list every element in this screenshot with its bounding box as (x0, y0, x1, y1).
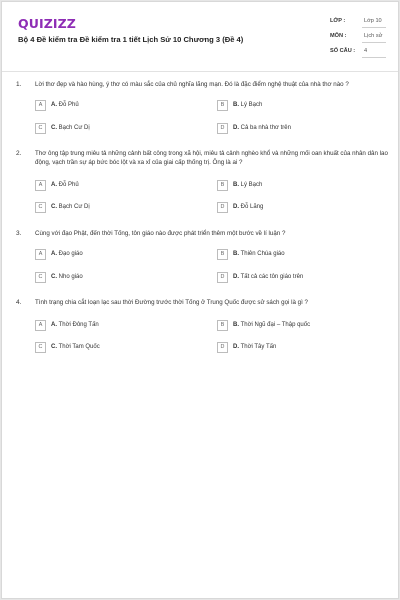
question-text: Cùng với đạo Phật, đến thời Tống, tôn giáo nào được phát triển thêm một bước về lí luận ? (35, 230, 286, 237)
option-key: B. (233, 322, 239, 329)
option-letter-box: B (217, 180, 228, 191)
option-b[interactable] (217, 249, 377, 261)
option-key: C. (51, 344, 57, 351)
option-c[interactable] (35, 202, 195, 214)
option-text: Lý Bạch (240, 102, 263, 109)
meta-count-value: 4 (364, 48, 368, 54)
option-a[interactable] (35, 320, 195, 332)
option-text: Bạch Cư Dị (58, 204, 90, 211)
question-text: Thơ ông tập trung miêu tả những cảnh bất công trong xã hội, miêu tả cảnh nghèo khổ và những mối oan khuất của nhân dân lao động, vạch trần sự áp bức bóc lột và xa xỉ của giai cấp thống trị. Ông là ai ? (35, 150, 388, 166)
option-d[interactable] (217, 342, 377, 354)
option-text: Đỗ Lăng (240, 204, 264, 211)
option-text: Đạo giáo (58, 251, 83, 258)
option-key: B. (233, 251, 239, 258)
option-letter-box: D (217, 272, 228, 283)
option-a[interactable] (35, 249, 195, 261)
option-c[interactable] (35, 272, 195, 284)
option-text: Cả ba nhà thơ trên (240, 125, 291, 132)
option-letter-box: C (35, 272, 46, 283)
option-key: A. (51, 251, 57, 258)
option-d[interactable] (217, 272, 377, 284)
option-key: D. (233, 204, 239, 211)
meta-class-value: Lớp 10 (364, 18, 382, 24)
meta-subject-label: MÔN : (330, 33, 347, 39)
option-text: Bạch Cư Dị (58, 125, 90, 132)
option-c[interactable] (35, 342, 195, 354)
option-key: B. (233, 182, 239, 189)
option-letter-box: B (217, 249, 228, 260)
option-text: Thời Tam Quốc (58, 344, 100, 351)
worksheet-page (1, 1, 399, 599)
option-key: B. (233, 102, 239, 109)
option-key: C. (51, 274, 57, 281)
meta-count-label: SỐ CÂU : (330, 48, 356, 54)
meta-subject-value: Lịch sử (364, 33, 383, 39)
option-letter-box: B (217, 100, 228, 111)
option-letter-box: A (35, 249, 46, 260)
option-b[interactable] (217, 100, 377, 112)
option-key: C. (51, 204, 57, 211)
question-text: Tình trạng chia cắt loạn lạc sau thời Đường trước thời Tống ở Trung Quốc được sử sách gọi là gì ? (35, 299, 308, 306)
meta-underline (362, 57, 386, 58)
question-number: 4. (16, 299, 22, 306)
option-key: A. (51, 322, 57, 329)
question-number: 3. (16, 230, 22, 237)
option-text: Tất cả các tôn giáo trên (240, 274, 304, 281)
option-key: A. (51, 182, 57, 189)
option-letter-box: B (217, 320, 228, 331)
option-key: A. (51, 102, 57, 109)
option-text: Nho giáo (58, 274, 83, 281)
question-number: 2. (16, 150, 22, 157)
option-b[interactable] (217, 320, 377, 332)
question-number: 1. (16, 81, 22, 88)
option-letter-box: A (35, 320, 46, 331)
option-text: Thiên Chúa giáo (240, 251, 285, 258)
option-d[interactable] (217, 123, 377, 135)
meta-underline (362, 27, 386, 28)
option-b[interactable] (217, 180, 377, 192)
option-letter-box: C (35, 202, 46, 213)
option-text: Đỗ Phủ (58, 102, 79, 109)
option-text: Đỗ Phủ (58, 182, 79, 189)
option-d[interactable] (217, 202, 377, 214)
option-key: D. (233, 125, 239, 132)
option-text: Thời Tây Tấn (240, 344, 277, 351)
worksheet-header (2, 2, 398, 72)
option-letter-box: D (217, 342, 228, 353)
option-letter-box: D (217, 202, 228, 213)
question-text: Lời thơ đẹp và hào hùng, ý thơ có màu sắc của chủ nghĩa lãng mạn. Đó là đặc điểm nghệ thuật của nhà thơ nào ? (35, 81, 349, 88)
meta-class-label: LỚP : (330, 18, 346, 24)
option-letter-box: A (35, 180, 46, 191)
option-text: Thời Ngũ đại – Thập quốc (240, 322, 311, 329)
option-letter-box: A (35, 100, 46, 111)
option-text: Lý Bạch (240, 182, 263, 189)
option-letter-box: C (35, 123, 46, 134)
quizizz-logo: QUIZIZZ (18, 16, 76, 31)
option-c[interactable] (35, 123, 195, 135)
option-a[interactable] (35, 100, 195, 112)
option-text: Thời Đông Tấn (58, 322, 99, 329)
option-letter-box: D (217, 123, 228, 134)
option-key: D. (233, 274, 239, 281)
meta-underline (362, 42, 386, 43)
worksheet-title: Bộ 4 Đề kiểm tra Đề kiểm tra 1 tiết Lịch Sử 10 Chương 3 (Đề 4) (18, 35, 244, 44)
option-key: C. (51, 125, 57, 132)
option-a[interactable] (35, 180, 195, 192)
option-key: D. (233, 344, 239, 351)
option-letter-box: C (35, 342, 46, 353)
